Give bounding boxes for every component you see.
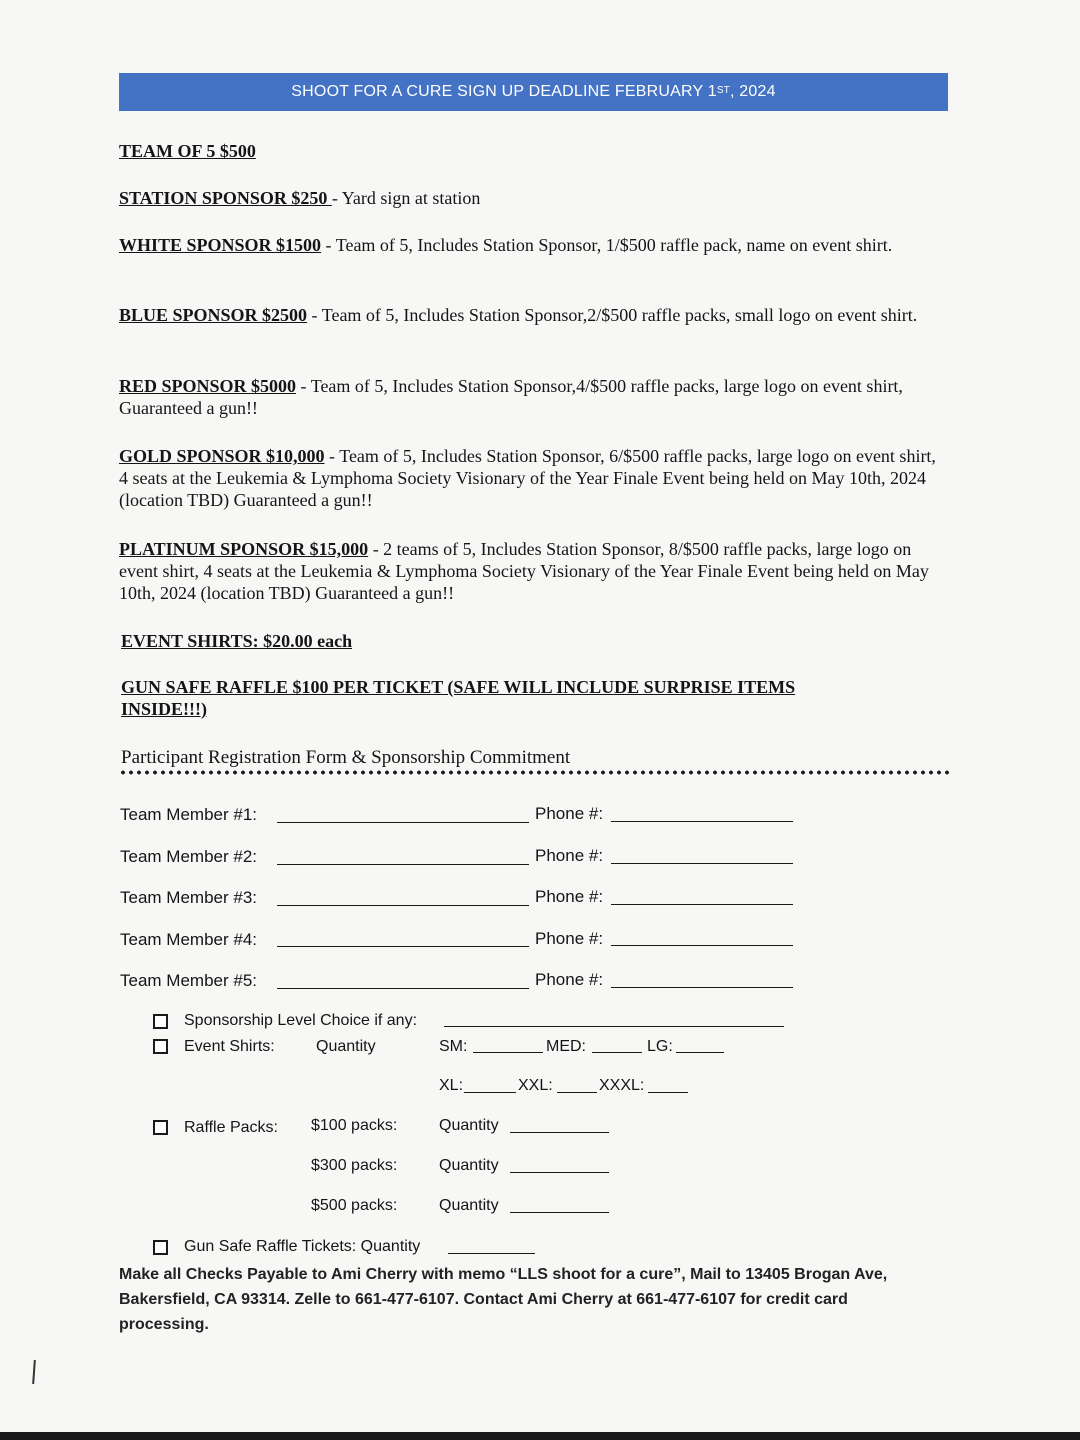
raffle-packs-label: Raffle Packs: [184, 1119, 278, 1136]
team-member-2-label: Team Member #2: [120, 847, 257, 866]
pen-mark [32, 1360, 35, 1384]
team-member-1-field[interactable] [277, 822, 529, 823]
team-member-4-label: Team Member #4: [120, 930, 257, 949]
tier-name: BLUE SPONSOR $2500 [119, 305, 308, 325]
event-shirts-checkbox[interactable] [153, 1039, 168, 1054]
tier-desc: - Team of 5, Includes Station Sponsor,4/$500 raffle packs, large logo on event shirt, Guaranteed a gun!! [119, 376, 903, 418]
tier-name: STATION SPONSOR $250 [119, 188, 332, 208]
team-member-5-label: Team Member #5: [120, 971, 257, 990]
shirt-med-label: MED: [546, 1038, 586, 1055]
shirt-sm-field[interactable] [473, 1052, 543, 1053]
tier-name: RED SPONSOR $5000 [119, 376, 297, 396]
shirt-xxxl-field[interactable] [648, 1092, 688, 1093]
banner-year: , 2024 [730, 83, 776, 100]
tier-desc: - Team of 5, Includes Station Sponsor,2/$500 raffle packs, small logo on event shirt. [307, 305, 918, 325]
team-member-1-label: Team Member #1: [120, 805, 257, 824]
raffle-100-label: $100 packs: [311, 1117, 398, 1134]
tier-white-sponsor [119, 234, 949, 256]
shirt-med-field[interactable] [592, 1052, 642, 1053]
tier-blue-sponsor [119, 304, 949, 326]
event-shirts-label: Event Shirts: [184, 1038, 275, 1055]
shirt-sm-label: SM: [439, 1038, 468, 1055]
banner-text: SHOOT FOR A CURE SIGN UP DEADLINE FEBRUARY 1 [291, 83, 717, 100]
shirt-xxl-label: XXL: [518, 1077, 553, 1094]
raffle-packs-checkbox[interactable] [153, 1120, 168, 1135]
tier-desc: - Team of 5, Includes Station Sponsor, 6/$500 raffle packs, large logo on event shirt, 4 seats at the Leukemia & Lymphoma Society Visionary of the Year Finale Event being held on May 10th, 2024 (location TBD) Guaranteed a gun!! [119, 446, 936, 510]
raffle-500-label: $500 packs: [311, 1197, 398, 1214]
gun-safe-tickets-checkbox[interactable] [153, 1240, 168, 1255]
phone-4-label: Phone #: [535, 929, 604, 948]
team-member-3-label: Team Member #3: [120, 888, 257, 907]
tier-desc: - Team of 5, Includes Station Sponsor, 1/$500 raffle pack, name on event shirt. [321, 235, 893, 255]
phone-5-field[interactable] [611, 987, 793, 988]
raffle-100-quantity-field[interactable] [510, 1132, 609, 1133]
shirt-lg-field[interactable] [676, 1052, 724, 1053]
payment-instructions: Make all Checks Payable to Ami Cherry with memo “LLS shoot for a cure”, Mail to 13405 Brogan Ave, Bakersfield, CA 93314. Zelle to 661-477-6107. Contact Ami Cherry at 661-477-6107 for credit card processing. [119, 1266, 888, 1333]
scan-edge [0, 1432, 1080, 1440]
phone-1-label: Phone #: [535, 804, 604, 823]
gun-safe-raffle-info: GUN SAFE RAFFLE $100 PER TICKET (SAFE WILL INCLUDE SURPRISE ITEMS INSIDE!!!) [121, 677, 796, 719]
phone-3-field[interactable] [611, 904, 793, 905]
team-member-4-field[interactable] [277, 946, 529, 947]
phone-5-label: Phone #: [535, 970, 604, 989]
sponsorship-level-label: Sponsorship Level Choice if any: [184, 1012, 418, 1029]
deadline-banner: SHOOT FOR A CURE SIGN UP DEADLINE FEBRUARY 1 $^{ST}$ , 2024 [119, 73, 948, 111]
shirt-xxxl-label: XXXL: [599, 1077, 645, 1094]
tier-station-sponsor [119, 187, 949, 209]
raffle-500-quantity-label: Quantity [439, 1197, 499, 1214]
form-title: Participant Registration Form & Sponsorship Commitment [121, 747, 571, 768]
tier-desc: - 2 teams of 5, Includes Station Sponsor, 8/$500 raffle packs, large logo on event shirt, 4 seats at the Leukemia & Lymphoma Society Visionary of the Year Finale Event being held on May 10th, 2024 (location TBD) Guaranteed a gun!! [119, 539, 929, 603]
tier-platinum-sponsor [119, 538, 949, 604]
tier-team-of-5 [119, 140, 949, 162]
raffle-300-label: $300 packs: [311, 1157, 398, 1174]
event-shirts-quantity-label: Quantity [316, 1038, 376, 1055]
team-member-5-field[interactable] [277, 988, 529, 989]
sponsorship-level-checkbox[interactable] [153, 1014, 168, 1029]
phone-3-label: Phone #: [535, 887, 604, 906]
tier-name: PLATINUM SPONSOR $15,000 [119, 539, 369, 559]
raffle-300-quantity-field[interactable] [510, 1172, 609, 1173]
dotted-divider [119, 770, 949, 775]
tier-gold-sponsor [119, 445, 949, 511]
shirt-xl-field[interactable] [464, 1092, 516, 1093]
shirt-xl-label: XL: [439, 1077, 464, 1094]
team-member-2-field[interactable] [277, 864, 529, 865]
tier-name: TEAM OF 5 $500 [119, 141, 256, 161]
gun-safe-tickets-field[interactable] [448, 1253, 535, 1254]
raffle-500-quantity-field[interactable] [510, 1212, 609, 1213]
shirt-lg-label: LG: [647, 1038, 673, 1055]
raffle-100-quantity-label: Quantity [439, 1117, 499, 1134]
phone-2-label: Phone #: [535, 846, 604, 865]
sponsorship-level-field[interactable] [444, 1026, 784, 1027]
raffle-300-quantity-label: Quantity [439, 1157, 499, 1174]
team-member-3-field[interactable] [277, 905, 529, 906]
tier-name: WHITE SPONSOR $1500 [119, 235, 322, 255]
phone-4-field[interactable] [611, 945, 793, 946]
event-shirts-price: EVENT SHIRTS: $20.00 each [121, 631, 353, 651]
phone-1-field[interactable] [611, 821, 793, 822]
tier-red-sponsor [119, 375, 949, 419]
gun-safe-tickets-label: Gun Safe Raffle Tickets: Quantity [184, 1238, 421, 1255]
tier-desc: - Yard sign at station [331, 188, 481, 208]
shirt-xxl-field[interactable] [557, 1092, 597, 1093]
phone-2-field[interactable] [611, 863, 793, 864]
tier-name: GOLD SPONSOR $10,000 [119, 446, 325, 466]
